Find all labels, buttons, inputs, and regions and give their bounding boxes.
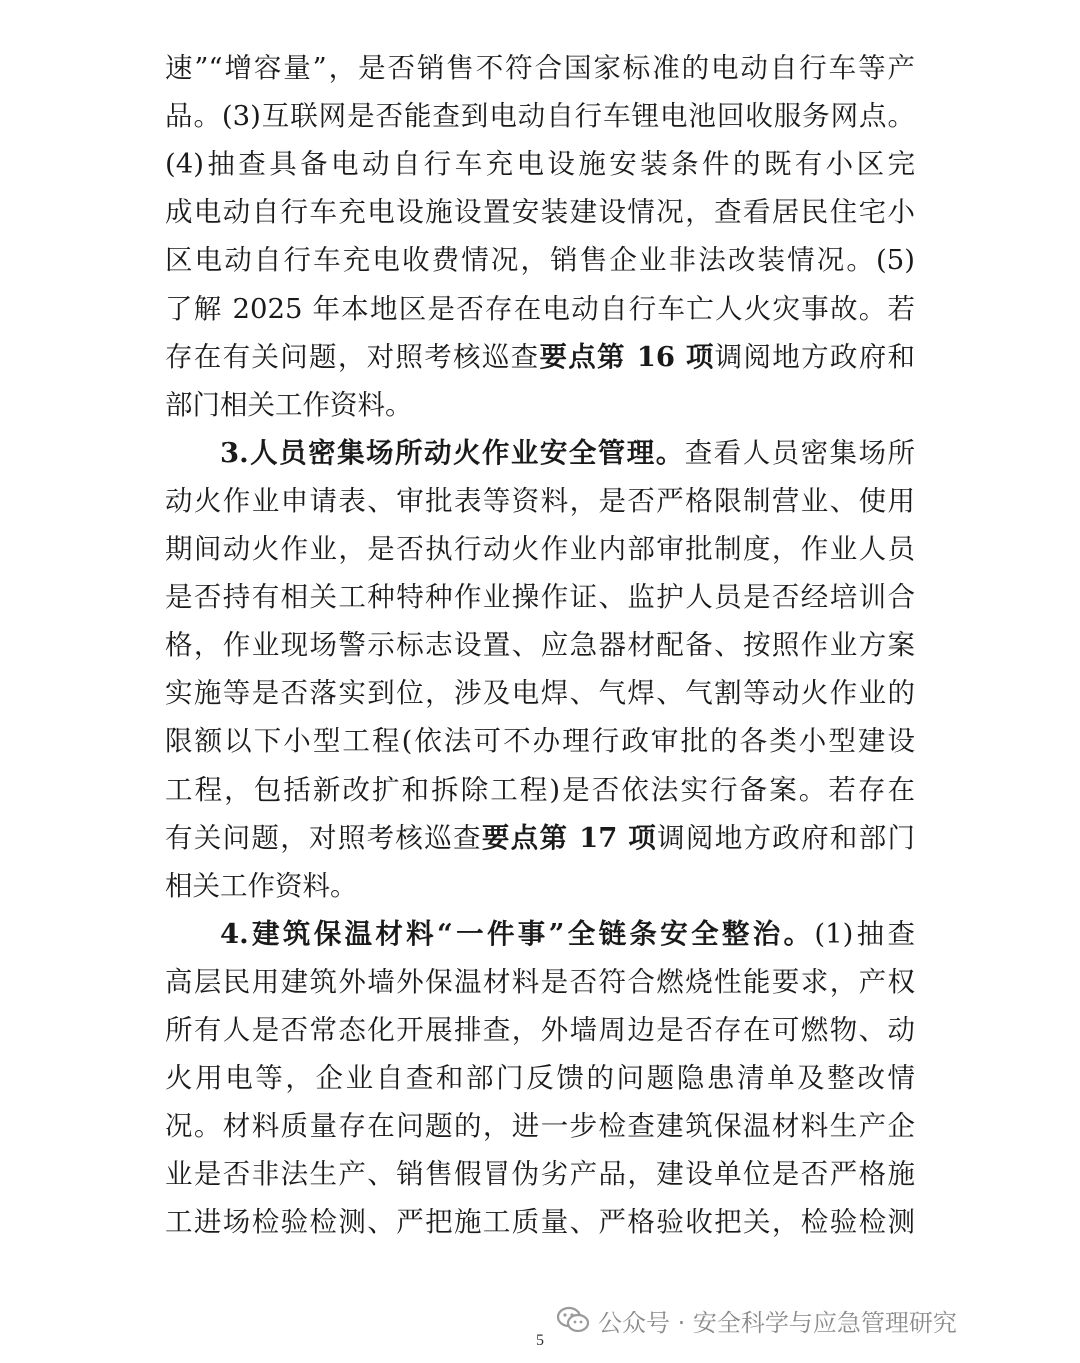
text-segment: 工进场检验检测、严把施工质量、严格验收把关，检验检测 xyxy=(165,1206,915,1239)
bold-text-segment: 4.建筑保温材料“一件事”全链条安全整治。 xyxy=(220,917,815,950)
text-line xyxy=(165,818,915,858)
bold-text-segment: 要点第 17 项 xyxy=(481,821,658,854)
text-line xyxy=(165,1010,915,1050)
text-line xyxy=(165,144,915,184)
text-segment: 区电动自行车充电收费情况，销售企业非法改装情况。(5) xyxy=(165,244,915,277)
text-segment: 动火作业申请表、审批表等资料，是否严格限制营业、使用 xyxy=(165,484,915,517)
text-segment: 查看人员密集场所 xyxy=(684,436,915,469)
text-segment: 格，作业现场警示标志设置、应急器材配备、按照作业方案 xyxy=(165,629,915,662)
text-segment: 品。(3)互联网是否能查到电动自行车锂电池回收服务网点。 xyxy=(165,100,915,133)
text-segment: 有关问题，对照考核巡查 xyxy=(165,821,482,854)
text-segment: 所有人是否常态化开展排查，外墙周边是否存在可燃物、动 xyxy=(165,1014,915,1046)
text-segment: 调阅地方政府和 xyxy=(714,340,916,373)
text-line xyxy=(165,625,915,665)
text-segment: 成电动自行车充电设施设置安装建设情况，查看居民住宅小 xyxy=(165,196,915,229)
text-segment: 实施等是否落实到位，涉及电焊、气焊、气割等动火作业的 xyxy=(165,677,915,710)
text-segment: 了解 2025 年本地区是否存在电动自行车亡人火灾事故。若 xyxy=(165,292,915,325)
text-line xyxy=(165,1058,915,1098)
watermark-text: 公众号 · 安全科学与应急管理研究 xyxy=(598,1308,957,1337)
text-segment: 况。材料质量存在问题的，进一步检查建筑保温材料生产企 xyxy=(165,1110,915,1143)
text-segment: 期间动火作业，是否执行动火作业内部审批制度，作业人员 xyxy=(165,533,915,565)
text-line xyxy=(165,48,915,88)
text-segment: 业是否非法生产、销售假冒伪劣产品，建设单位是否严格施 xyxy=(165,1158,915,1191)
text-segment: (1)抽查 xyxy=(814,917,915,950)
text-segment: 部门相关工作资料。 xyxy=(165,388,413,421)
text-line xyxy=(165,337,915,377)
text-line xyxy=(165,240,915,280)
text-line xyxy=(165,721,915,761)
text-line xyxy=(165,1202,915,1242)
text-line xyxy=(165,481,915,521)
text-line xyxy=(165,770,915,810)
text-segment: 相关工作资料。 xyxy=(165,869,358,902)
text-line xyxy=(165,96,915,136)
bold-text-segment: 要点第 16 项 xyxy=(539,340,715,373)
text-line xyxy=(165,529,915,569)
text-segment: 工程，包括新改扩和拆除工程)是否依法实行备案。若存在 xyxy=(165,773,915,806)
text-line xyxy=(165,673,915,713)
page-number: 5 xyxy=(536,1332,544,1349)
text-line xyxy=(165,866,915,906)
text-line xyxy=(165,577,915,617)
text-line xyxy=(220,433,915,473)
text-segment: 是否持有相关工种特种作业操作证、监护人员是否经培训合 xyxy=(165,581,915,614)
text-line xyxy=(165,289,915,329)
text-line xyxy=(165,385,915,425)
text-segment: 存在有关问题，对照考核巡查 xyxy=(165,340,540,373)
text-segment: 调阅地方政府和部门 xyxy=(657,821,916,854)
text-line xyxy=(165,962,915,1002)
text-segment: 速”“增容量”，是否销售不符合国家标准的电动自行车等产 xyxy=(165,52,915,84)
text-segment: 火用电等，企业自查和部门反馈的问题隐患清单及整改情 xyxy=(165,1062,915,1095)
text-line xyxy=(165,192,915,232)
text-segment: 高层民用建筑外墙外保温材料是否符合燃烧性能要求，产权 xyxy=(165,965,915,998)
wechat-official-account-icon xyxy=(556,1305,590,1335)
text-line xyxy=(165,1154,915,1194)
text-line xyxy=(220,914,915,954)
bold-text-segment: 3.人员密集场所动火作业安全管理。 xyxy=(220,436,685,469)
text-line xyxy=(165,1106,915,1146)
text-segment: (4)抽查具备电动自行车充电设施安装条件的既有小区完 xyxy=(165,148,915,181)
text-segment: 限额以下小型工程(依法可不办理行政审批的各类小型建设 xyxy=(165,725,915,758)
